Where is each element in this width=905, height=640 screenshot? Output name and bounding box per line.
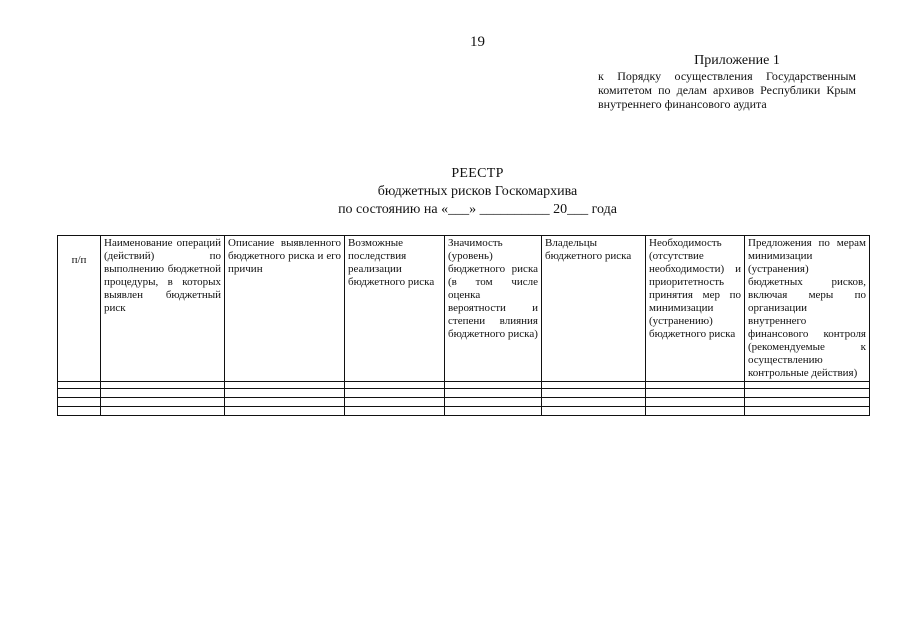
table-cell [345, 382, 445, 389]
table-row [58, 407, 870, 416]
table-cell [101, 407, 225, 416]
table-cell [225, 398, 345, 407]
table-cell [745, 382, 870, 389]
header-cell-risk-description: Описание выявленного бюджетного риска и его причин [225, 236, 345, 382]
table-header-row [58, 236, 870, 382]
table-cell [445, 389, 542, 398]
table-cell [58, 389, 101, 398]
table-row [58, 389, 870, 398]
table-cell [542, 398, 646, 407]
document-title: РЕЕСТР [451, 166, 504, 181]
table-cell [445, 398, 542, 407]
header-cell-owners: Владельцы бюджетного риска [542, 236, 646, 382]
table-cell [101, 398, 225, 407]
header-cell-proposals: Предложения по мерам минимизации (устранения) бюджетных рисков, включая меры по организации внутреннего финансового контроля (рекомендуемые к осуществлению контрольные действия) [745, 236, 870, 382]
table-cell [745, 389, 870, 398]
table-cell [58, 407, 101, 416]
appendix-title: Приложение 1 [694, 53, 780, 68]
table-cell [101, 382, 225, 389]
header-cell-significance: Значимость (уровень) бюджетного риска (в том числе оценка вероятности и степени влияния бюджетного риска) [445, 236, 542, 382]
table-cell [225, 407, 345, 416]
table-row [58, 398, 870, 407]
table-cell [542, 407, 646, 416]
table-cell [225, 389, 345, 398]
page-number: 19 [470, 34, 485, 50]
document-subtitle: бюджетных рисков Госкомархива [377, 184, 578, 199]
table-cell [646, 398, 745, 407]
table-cell [345, 398, 445, 407]
document-date-line: по состоянию на «___» __________ 20___ года [338, 202, 617, 217]
appendix-text: к Порядку осуществления Государственным комитетом по делам архивов Республики Крым внутреннего финансового аудита [598, 69, 856, 111]
table-cell [646, 407, 745, 416]
table-row [58, 382, 870, 389]
header-cell-operations: Наименование операций (действий) по выполнению бюджетной процедуры, в которых выявлен бюджетный риск [101, 236, 225, 382]
table-cell [225, 382, 345, 389]
table-cell [345, 389, 445, 398]
table-cell [58, 398, 101, 407]
table-cell [58, 382, 101, 389]
table-cell [345, 407, 445, 416]
risk-register-table [57, 235, 870, 416]
header-cell-number: п/п [58, 236, 101, 382]
table-cell [445, 407, 542, 416]
table-cell [745, 407, 870, 416]
table-cell [445, 382, 542, 389]
table-cell [745, 398, 870, 407]
table-cell [101, 389, 225, 398]
header-cell-consequences: Возможные последствия реализации бюджетного риска [345, 236, 445, 382]
document-header [300, 165, 655, 219]
header-cell-necessity: Необходимость (отсутствие необходимости) и приоритетность принятия мер по минимизации (устранению) бюджетного риска [646, 236, 745, 382]
appendix-block [598, 54, 856, 111]
table-cell [646, 389, 745, 398]
table-cell [542, 382, 646, 389]
table-cell [542, 389, 646, 398]
table-cell [646, 382, 745, 389]
